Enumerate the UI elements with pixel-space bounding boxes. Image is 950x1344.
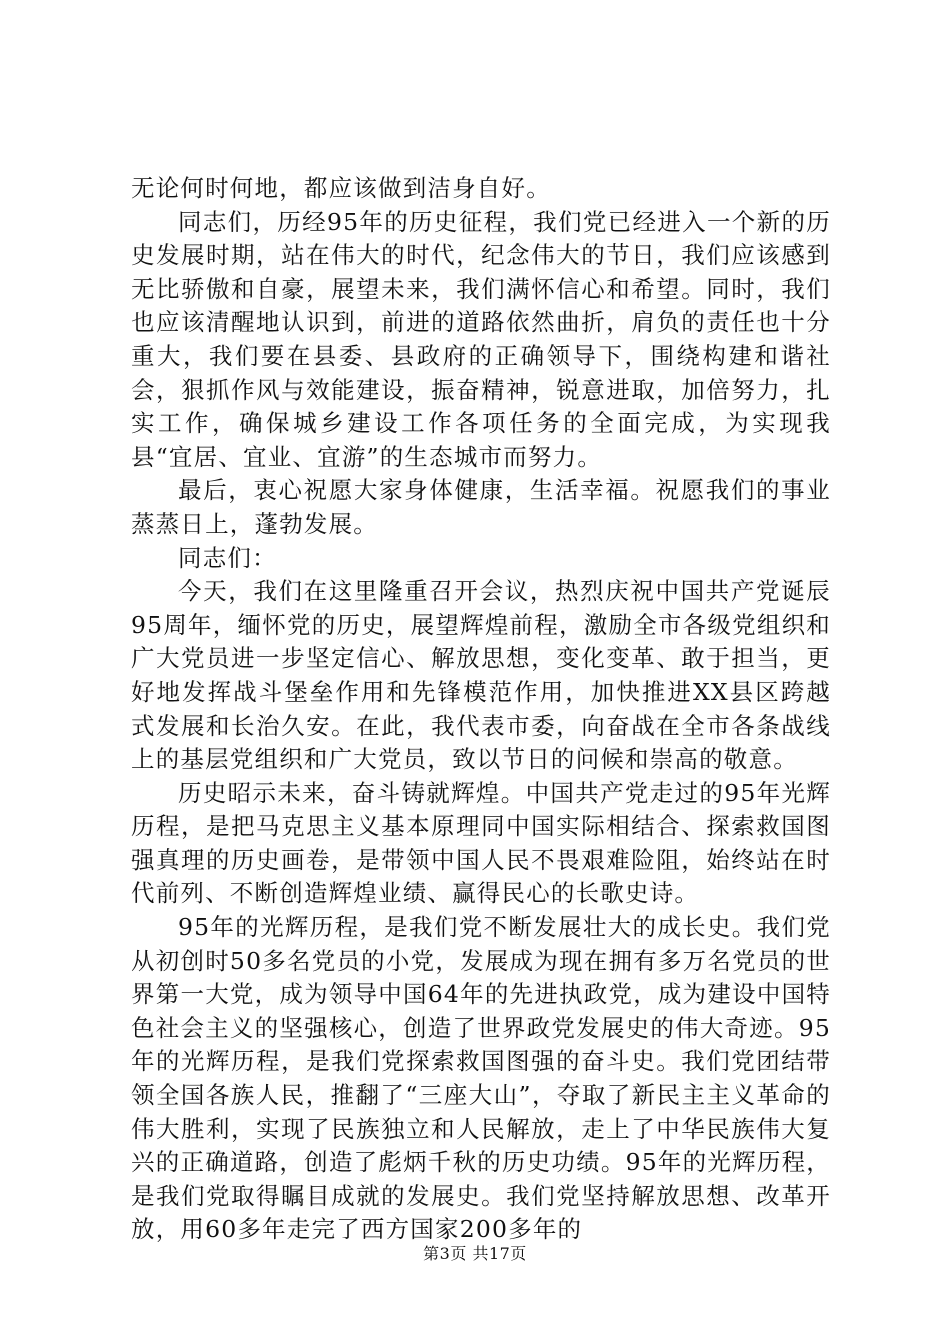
page-number-footer: 第3页 共17页	[423, 1244, 527, 1263]
paragraph: 同志们，历经95年的历史征程，我们党已经进入一个新的历史发展时期，站在伟大的时代，纪念伟大的节日，我们应该感到无比骄傲和自豪，展望未来，我们满怀信心和希望。同时，我们也应该清醒地认识到，前进的道路依然曲折，肩负的责任也十分重大，我们要在县委、县政府的正确领导下，围绕构建和谐社会，狠抓作风与效能建设，振奋精神，锐意进取，加倍努力，扎实工作，确保城乡建设工作各项任务的全面完成，为实现我县“宜居、宜业、宜游”的生态城市而努力。	[131, 207, 831, 471]
paragraph: 历史昭示未来，奋斗铸就辉煌。中国共产党走过的95年光辉历程，是把马克思主义基本原理同中国实际相结合、探索救国图强真理的历史画卷，是带领中国人民不畏艰难险阻，始终站在时代前列、不断创造辉煌业绩、赢得民心的长歌史诗。	[131, 778, 831, 908]
paragraph: 无论何时何地，都应该做到洁身自好。	[131, 174, 551, 202]
paragraph: 95年的光辉历程，是我们党不断发展壮大的成长史。我们党从初创时50多名党员的小党，发展成为现在拥有多万名党员的世界第一大党，成为领导中国64年的先进执政党，成为建设中国特色社会主义的坚强核心，创造了世界政党发展史的伟大奇迹。95年的光辉历程，是我们党探索救国图强的奋斗史。我们党团结带领全国各族人民，推翻了“三座大山”，夺取了新民主主义革命的伟大胜利，实现了民族独立和人民解放，走上了中华民族伟大复兴的正确道路，创造了彪炳千秋的历史功绩。95年的光辉历程，是我们党取得瞩目成就的发展史。我们党坚持解放思想、改革开放，用60多年走完了西方国家200多年的	[131, 913, 831, 1244]
body-text	[131, 172, 831, 1247]
paragraph: 同志们：	[178, 543, 277, 572]
paragraph: 最后，衷心祝愿大家身体健康，生活幸福。祝愿我们的事业蒸蒸日上，蓬勃发展。	[131, 476, 831, 538]
paragraph: 今天，我们在这里隆重召开会议，热烈庆祝中国共产党诞辰95周年，缅怀党的历史，展望辉煌前程，激励全市各级党组织和广大党员进一步坚定信心、解放思想，变化变革、敢于担当，更好地发挥战斗堡垒作用和先锋模范作用，加快推进XX县区跨越式发展和长治久安。在此，我代表市委，向奋战在全市各条战线上的基层党组织和广大党员，致以节日的问候和崇高的敬意。	[131, 577, 831, 774]
